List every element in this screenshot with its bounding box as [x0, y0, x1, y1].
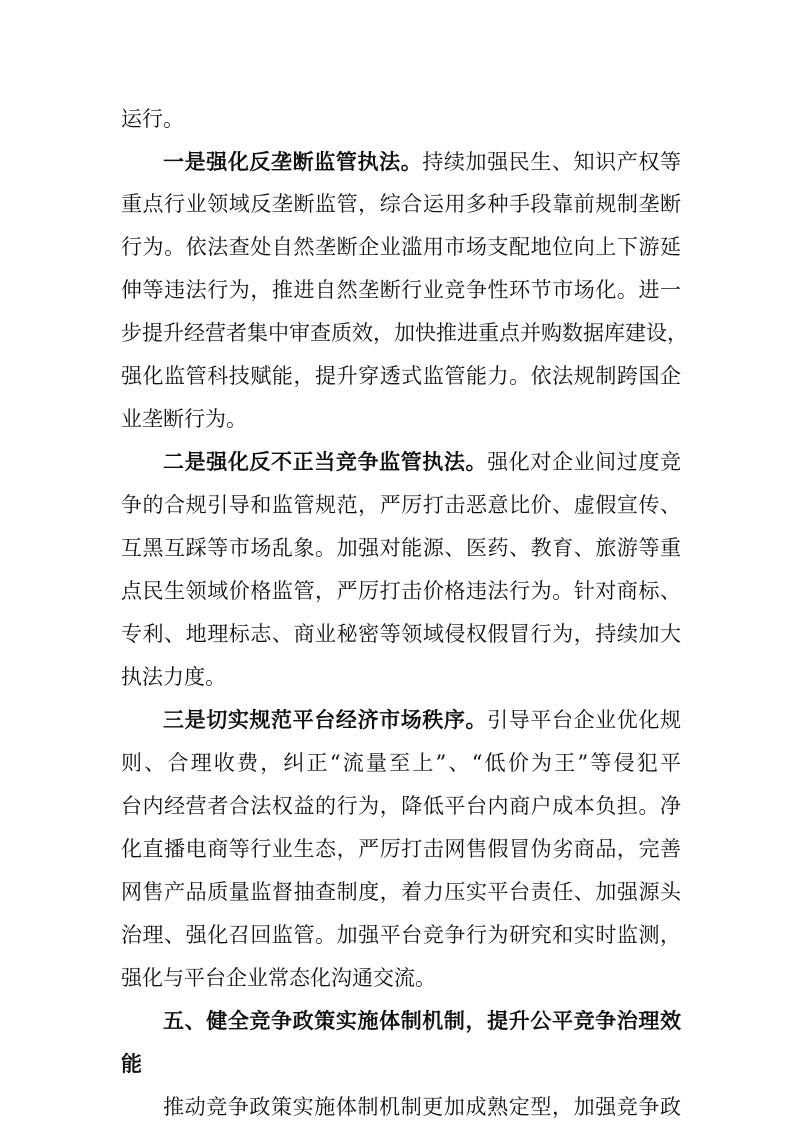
text-line: 推动竞争政策实施体制机制更加成熟定型，加强竞争政: [163, 1095, 681, 1119]
text-line: 专利、地理标志、商业秘密等领域侵权假冒行为，持续加大: [121, 622, 681, 646]
text-line: 步提升经营者集中审查质效，加快推进重点并购数据库建设，: [121, 321, 688, 345]
paragraph-lead-line: 二是强化反不正当竞争监管执法。强化对企业间过度竞: [163, 449, 682, 474]
text-line: 行为。依法查处自然垄断企业滥用市场支配地位向上下游延: [121, 235, 681, 259]
text-line: 重点行业领域反垄断监管，综合运用多种手段靠前规制垄断: [121, 192, 681, 216]
text-line: 强化监管科技赋能，提升穿透式监管能力。依法规制跨国企: [121, 364, 681, 388]
paragraph-lead: 一是强化反垄断监管执法。: [163, 149, 423, 174]
text-line: 业垄断行为。: [121, 407, 247, 431]
text-line: 台内经营者合法权益的行为，降低平台内商户成本负担。净: [121, 794, 681, 818]
text-line: 化直播电商等行业生态，严厉打击网售假冒伪劣商品，完善: [121, 837, 681, 861]
text-line: 运行。: [121, 107, 184, 131]
section-heading-continued: 能: [121, 1051, 142, 1076]
text-line: 伸等违法行为，推进自然垄断行业竞争性环节市场化。进一: [121, 278, 681, 302]
text-line: 网售产品质量监督抽查制度，着力压实平台责任、加强源头: [121, 880, 681, 904]
section-heading: 五、健全竞争政策实施体制机制，提升公平竞争治理效: [163, 1008, 681, 1033]
text-line: 争的合规引导和监管规范，严厉打击恶意比价、虚假宣传、: [121, 493, 681, 517]
text-line: 互黑互踩等市场乱象。加强对能源、医药、教育、旅游等重: [121, 536, 681, 560]
text-line: 则、合理收费，纠正“流量至上”、“低价为王”等侵犯平: [121, 751, 681, 775]
text-line: 点民生领域价格监管，严厉打击价格违法行为。针对商标、: [121, 579, 681, 603]
text-line: 强化与平台企业常态化沟通交流。: [121, 966, 436, 990]
text-line: 执法力度。: [121, 665, 226, 689]
paragraph-lead-line: 三是切实规范平台经济市场秩序。引导平台企业优化规: [163, 707, 682, 732]
text-line: 治理、强化召回监管。加强平台竞争行为研究和实时监测，: [121, 923, 681, 947]
paragraph-lead-line: 一是强化反垄断监管执法。持续加强民生、知识产权等: [163, 149, 682, 174]
paragraph-lead: 二是强化反不正当竞争监管执法。: [163, 449, 488, 474]
paragraph-lead: 三是切实规范平台经济市场秩序。: [163, 707, 488, 732]
